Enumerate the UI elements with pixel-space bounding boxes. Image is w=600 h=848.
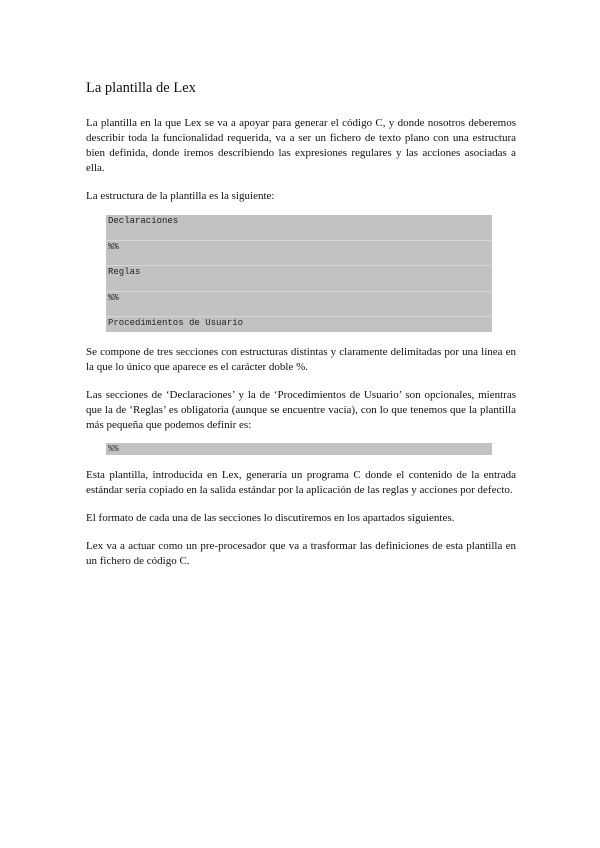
default-behavior-paragraph: Esta plantilla, introducida en Lex, generaría un programa C donde el contenido de la entrada estándar sería copiado en la salida estándar por la aplicación de las reglas y acciones por defecto.: [86, 469, 516, 497]
sections-description-paragraph: Se compone de tres secciones con estructuras distintas y claramente delimitadas por una línea en la que lo único que aparece es el carácter doble %.: [86, 346, 516, 374]
optional-sections-paragraph: Las secciones de ‘Declaraciones’ y la de ‘Procedimientos de Usuario’ son opcionales, mientras que la de ‘Reglas’ es obligatoria (aunque se encuentre vacía), con lo que tenemos que la plantilla más pequeña que podemos definir es:: [86, 389, 516, 432]
document-page: [86, 78, 516, 569]
format-paragraph: El formato de cada una de las secciones lo discutiremos en los apartados siguientes.: [86, 512, 455, 525]
code-line-declarations: Declaraciones: [106, 215, 492, 241]
template-structure-code-block: [106, 215, 492, 332]
structure-intro-paragraph: La estructura de la plantilla es la siguiente:: [86, 190, 275, 202]
code-line-user-procedures: Procedimientos de Usuario: [108, 318, 244, 329]
minimal-template-code-block: %%: [106, 443, 492, 455]
intro-paragraph: La plantilla en la que Lex se va a apoyar para generar el código C, y donde nosotros deberemos describir toda la funcionalidad requerida, va a ser un fichero de texto plano con una estructura bien definida, donde iremos describiendo las expresiones regulares y las acciones asociadas a ella.: [86, 117, 516, 174]
section-title: La plantilla de Lex: [86, 80, 196, 96]
code-line-separator: %%: [106, 241, 492, 267]
code-line-rules: Reglas: [106, 266, 492, 292]
preprocessor-paragraph: Lex va a actuar como un pre-procesador que va a trasformar las definiciones de esta plantilla en un fichero de código C.: [86, 540, 516, 568]
code-line-separator: %%: [106, 292, 492, 318]
